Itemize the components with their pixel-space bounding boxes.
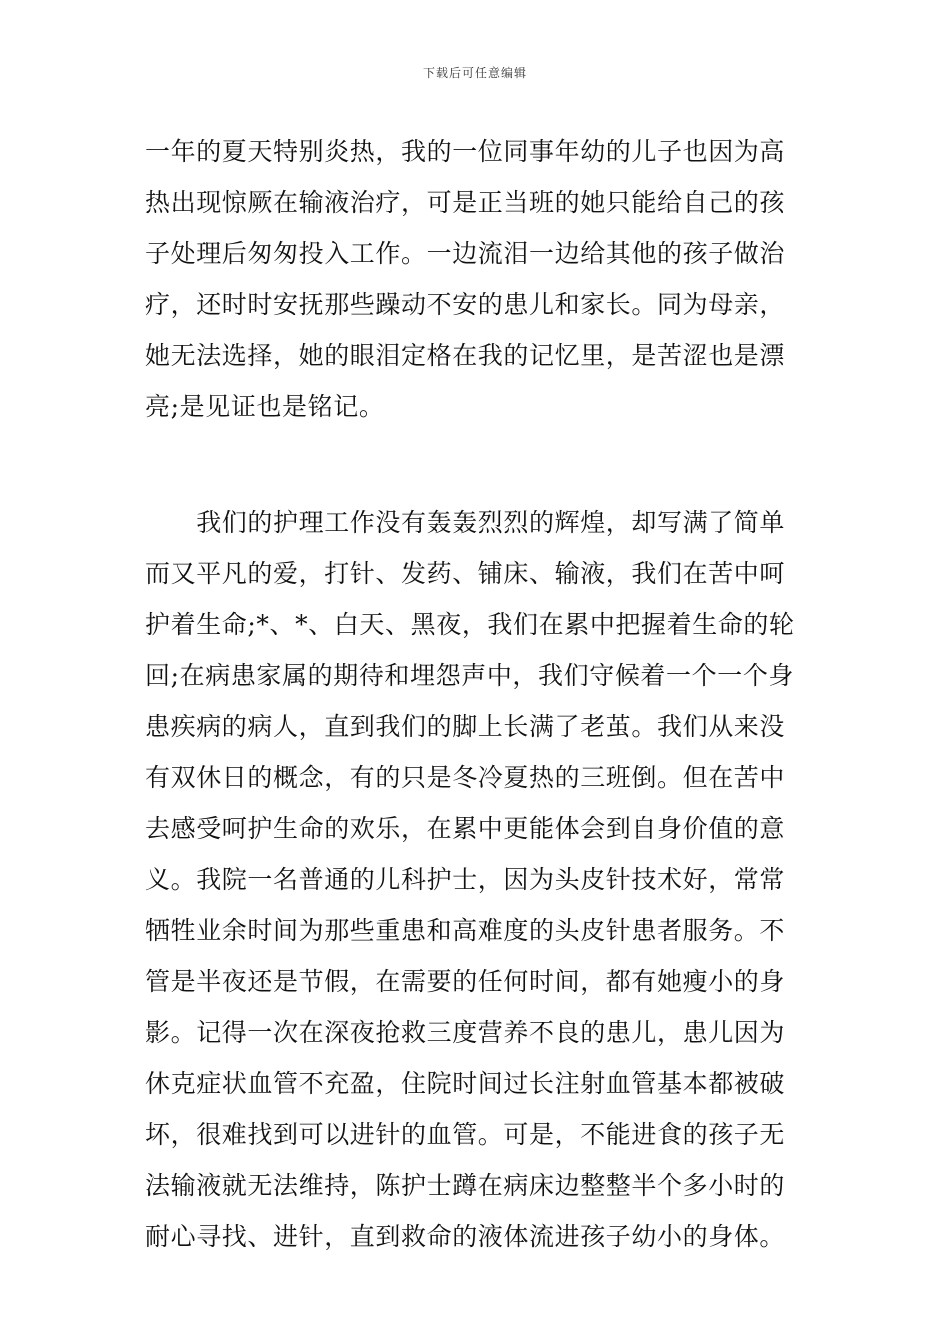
- text-line: 去感受呵护生命的欢乐，在累中更能体会到自身价值的意: [145, 814, 786, 843]
- text-line: 热出现惊厥在输液治疗，可是正当班的她只能给自己的孩: [145, 188, 786, 217]
- text-line: 子处理后匆匆投入工作。一边流泪一边给其他的孩子做治: [145, 239, 786, 268]
- text-line: 坏，很难找到可以进针的血管。可是，不能进食的孩子无: [145, 1120, 786, 1149]
- text-line: 管是半夜还是节假，在需要的任何时间，都有她瘦小的身: [145, 967, 786, 996]
- paragraph-gap: [145, 432, 810, 497]
- text-line: 护着生命;*、*、白天、黑夜，我们在累中把握着生命的轮: [145, 610, 795, 639]
- text-line: 疗，还时时安抚那些躁动不安的患儿和家长。同为母亲，: [145, 290, 786, 319]
- text-line: 义。我院一名普通的儿科护士，因为头皮针技术好，常常: [145, 865, 786, 894]
- text-line: 亮;是见证也是铭记。: [145, 392, 385, 421]
- text-line: 回;在病患家属的期待和埋怨声中，我们守候着一个一个身: [145, 661, 795, 690]
- text-line: 影。记得一次在深夜抢救三度营养不良的患儿，患儿因为: [145, 1018, 786, 1047]
- paragraph-2: [145, 497, 810, 1262]
- text-line: 法输液就无法维持，陈护士蹲在病床边整整半个多小时的: [145, 1171, 786, 1200]
- text-line: 一年的夏天特别炎热，我的一位同事年幼的儿子也因为高: [145, 137, 786, 166]
- text-line: 而又平凡的爱，打针、发药、铺床、输液，我们在苦中呵: [145, 559, 786, 588]
- paragraph-1: [145, 126, 810, 432]
- page-header: 下载后可任意编辑: [422, 66, 527, 80]
- text-line: 有双休日的概念，有的只是冬冷夏热的三班倒。但在苦中: [145, 763, 786, 792]
- text-line: 患疾病的病人，直到我们的脚上长满了老茧。我们从来没: [145, 712, 786, 741]
- text-line: 我们的护理工作没有轰轰烈烈的辉煌，却写满了简单: [145, 508, 786, 537]
- text-line: 耐心寻找、进针，直到救命的液体流进孩子幼小的身体。: [145, 1222, 786, 1251]
- text-line: 她无法选择，她的眼泪定格在我的记忆里，是苦涩也是漂: [145, 341, 786, 370]
- text-line: 牺牲业余时间为那些重患和高难度的头皮针患者服务。不: [145, 916, 786, 945]
- document-body: [145, 126, 810, 1262]
- text-line: 休克症状血管不充盈，住院时间过长注射血管基本都被破: [145, 1069, 786, 1098]
